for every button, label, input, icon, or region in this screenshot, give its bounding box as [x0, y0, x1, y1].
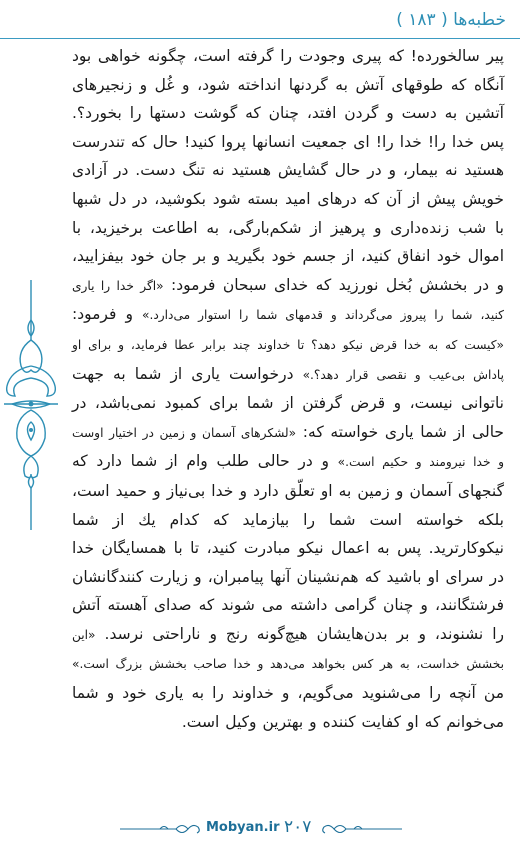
paragraph-text: و فرمود:: [72, 305, 143, 324]
quran-quote: «این بخشش خداست، به هر کس بخواهد می‌دهد و خدا صاحب بخشش بزرگ است.»: [72, 627, 504, 672]
side-ornament-icon: [2, 280, 60, 530]
quran-quote: «کیست که به خدا قرض نیکو دهد؟ تا خداوند چند برابر عطا فرماید، و برای او پاداش بی‌عیب و نقصی قرار دهد؟.»: [72, 337, 504, 382]
paragraph-text: پیر سالخورده! که پیری وجودت را گرفته است، چگونه خواهی بود آنگاه که طوقهای آتش به گردنها انداخته شود، و غُل و زنجیرهای آتشین به دست و گردن افتد، چنان که گوشت دستها را بخورد؟. پس خدا را! خدا را! ای جمعیت انسانها پروا کنید! حال که تندرست هستید نه بیمار، و در حال گشایش هستید نه تنگ دست. در آزادی خویش پیش از آن که درهای امید بسته شود بکوشید، در دل شبها با شب زنده‌داری و پرهیز از شکم‌بارگی، به اطاعت برخیزید، با اموال خود انفاق کنید، از جسم خود بگیرید و بر جان خود بیفزایید، و در بخشش بُخل نورزید که خدای سبحان فرمود:: [72, 47, 504, 294]
page-number: ۲۰۷: [284, 817, 312, 837]
left-swirl-ornament-icon: [120, 821, 204, 837]
header-divider: [0, 38, 520, 39]
page-header: [0, 8, 520, 38]
paragraph-text: درخواست یاری از شما به جهت ناتوانی نیست، و قرض گرفتن از شما برای کمبود نمی‌باشد، در حالی از شما یاری خواسته که:: [72, 364, 504, 441]
page-footer: [0, 817, 520, 841]
site-watermark: Mobyan.ir: [206, 820, 280, 835]
paragraph-text: و در حالی طلب وام از شما دارد که گنجهای آسمان و زمین به او تعلّق دارد و خدا بی‌نیاز و حمید است، بلکه خواسته است شما را بیازماید که کدام یك از شما نیکوکارترید. پس به اعمال نیکو مبادرت کنید، تا با همسایگان خدا در سرای او باشید که هم‌نشینان آنها پیامبران، و زیارت کنندگانشان فرشتگانند، و چنان گرامی داشته می شوند که صدای آهسته آتش را نشنوند، و بر بدن‌هایشان هیچ‌گونه رنج و ناراحتی نرسد.: [72, 452, 504, 643]
quran-quote: «لشکرهای آسمان و زمین در اختیار اوست و خدا نیرومند و حکیم است.»: [72, 425, 504, 470]
header-title: خطبه‌ها ( ۱۸۳ ): [396, 10, 506, 30]
paragraph-text: من آنچه را می‌شنوید می‌گویم، و خداوند را به یاری خود و شما می‌خوانم که او کفایت کننده و بهترین وکیل است.: [72, 684, 504, 731]
body-text: [72, 42, 504, 736]
right-swirl-ornament-icon: [318, 821, 402, 837]
quran-quote: «اگر خدا را یاری کنید، شما را پیروز می‌گرداند و قدمهای شما را استوار می‌دارد.»: [72, 278, 504, 323]
